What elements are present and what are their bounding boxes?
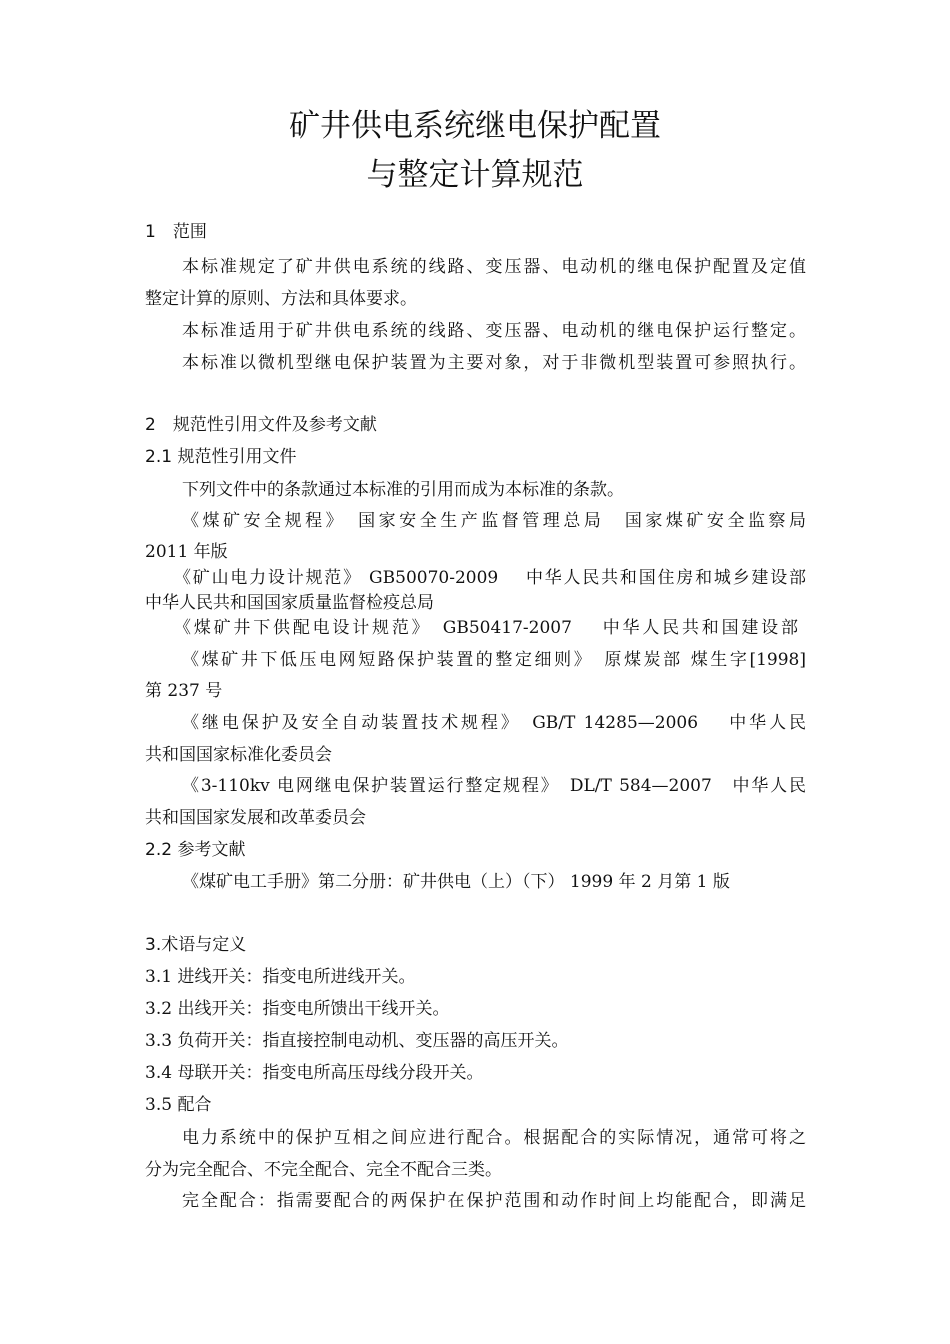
- scope-paragraph-2: 本标准适用于矿井供电系统的线路、变压器、电动机的继电保护运行整定。: [182, 321, 806, 341]
- references-intro: 下列文件中的条款通过本标准的引用而成为本标准的条款。: [182, 480, 624, 500]
- section-1-heading: 1 范围: [145, 222, 207, 242]
- reference-5-line1: 《继电保护及安全自动装置技术规程》 GB/T 14285—2006 中华人民: [182, 713, 806, 733]
- coordination-paragraph-1-line2: 分为完全配合、不完全配合、完全不配合三类。: [145, 1160, 502, 1180]
- reference-1-line1: 《煤矿安全规程》 国家安全生产监督管理总局 国家煤矿安全监察局: [182, 511, 806, 531]
- scope-paragraph-3: 本标准以微机型继电保护装置为主要对象，对于非微机型装置可参照执行。: [182, 353, 806, 373]
- reference-2-line1: 《矿山电力设计规范》 GB50070-2009 中华人民共和国住房和城乡建设部: [174, 568, 806, 588]
- definition-3-4: 3.4 母联开关：指变电所高压母线分段开关。: [145, 1063, 484, 1083]
- definition-3-2: 3.2 出线开关：指变电所馈出干线开关。: [145, 999, 450, 1019]
- definition-3-1: 3.1 进线开关：指变电所进线开关。: [145, 967, 416, 987]
- document-title-line2: 与整定计算规范: [366, 157, 584, 193]
- document-title-line1: 矿井供电系统继电保护配置: [289, 108, 661, 144]
- scope-paragraph-1-line2: 整定计算的原则、方法和具体要求。: [145, 289, 417, 309]
- section-2-heading: 2 规范性引用文件及参考文献: [145, 415, 377, 435]
- section-2-1-heading: 2.1 规范性引用文件: [145, 447, 297, 467]
- reference-7: 《煤矿电工手册》第二分册：矿井供电（上）（下） 1999 年 2 月第 1 版: [182, 872, 730, 892]
- reference-4-line2: 第 237 号: [145, 681, 223, 701]
- reference-6-line2: 共和国国家发展和改革委员会: [145, 808, 366, 828]
- definition-3-5-heading: 3.5 配合: [145, 1095, 212, 1115]
- reference-6-line1: 《3-110kv 电网继电保护装置运行整定规程》 DL/T 584—2007 中华人民: [182, 776, 806, 796]
- reference-3: 《煤矿井下供配电设计规范》 GB50417-2007 中华人民共和国建设部: [174, 618, 798, 638]
- section-3-heading: 3.术语与定义: [145, 935, 247, 955]
- scope-paragraph-1-line1: 本标准规定了矿井供电系统的线路、变压器、电动机的继电保护配置及定值: [182, 257, 806, 277]
- coordination-paragraph-1-line1: 电力系统中的保护互相之间应进行配合。根据配合的实际情况，通常可将之: [182, 1128, 806, 1148]
- definition-3-3: 3.3 负荷开关：指直接控制电动机、变压器的高压开关。: [145, 1031, 569, 1051]
- coordination-paragraph-2-line1: 完全配合：指需要配合的两保护在保护范围和动作时间上均能配合，即满足: [182, 1191, 806, 1211]
- reference-2-line2: 中华人民共和国国家质量监督检疫总局: [145, 593, 434, 613]
- reference-1-line2: 2011 年版: [145, 542, 228, 562]
- reference-5-line2: 共和国国家标准化委员会: [145, 745, 332, 765]
- section-2-2-heading: 2.2 参考文献: [145, 840, 246, 860]
- reference-4-line1: 《煤矿井下低压电网短路保护装置的整定细则》 原煤炭部 煤生字[1998]: [182, 650, 806, 670]
